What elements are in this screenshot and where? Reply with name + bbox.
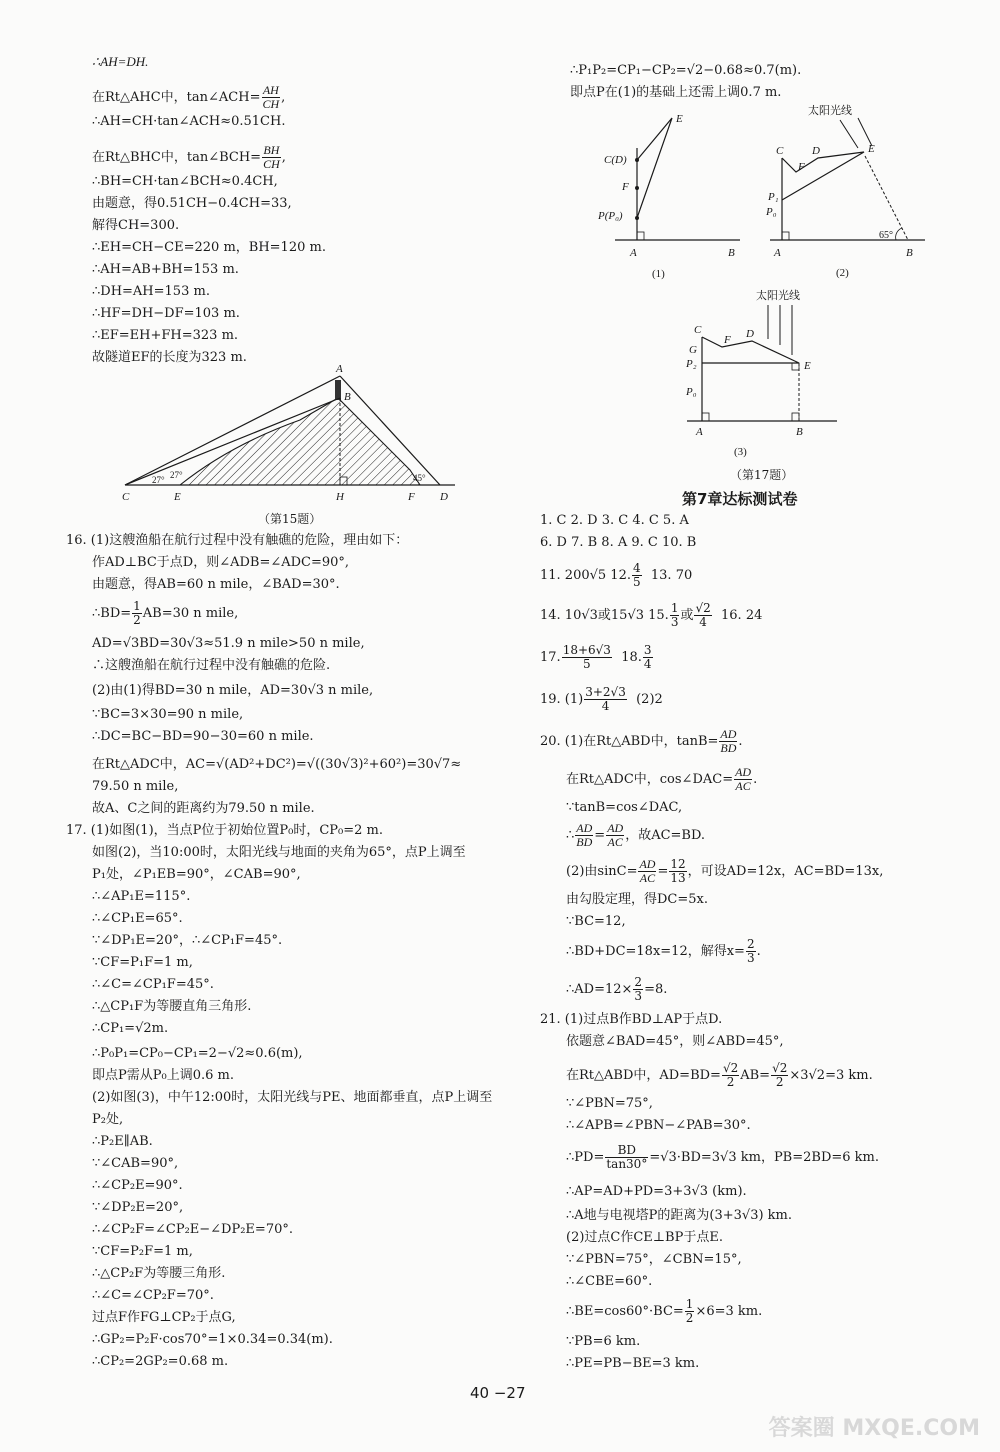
label-F: F — [724, 334, 731, 346]
text-line: ∴P₀P₁=CP₀−CP₁=2−√2≈0.6(m), — [92, 1046, 303, 1061]
figure-17-2 — [760, 100, 940, 283]
right-angle-mark — [792, 363, 799, 370]
answer-line: 6. D 7. B 8. A 9. C 10. B — [540, 535, 697, 550]
label-E: E — [174, 491, 181, 503]
section-title: 第7章达标测试卷 — [682, 490, 798, 508]
point-P — [635, 216, 639, 220]
angle-65: 65° — [879, 230, 893, 241]
right-angle-mark — [782, 232, 789, 240]
label-A: A — [630, 247, 637, 259]
text-line: ∵BC=12, — [566, 914, 626, 929]
text-line: ∴A地与电视塔P的距离为(3+3√3) km. — [566, 1208, 793, 1223]
text-line: ∵∠PBN=75°, — [566, 1096, 653, 1111]
text-line: ∴CP₂=2GP₂=0.68 m. — [92, 1354, 229, 1369]
label-B: B — [344, 391, 351, 403]
text-line: 过点F作FG⊥CP₂于点G, — [92, 1310, 236, 1325]
label-F: F — [798, 161, 805, 173]
label-C: C — [776, 145, 784, 157]
text-line: ∴∠CP₁E=65°. — [92, 911, 183, 926]
figure-17-1 — [590, 108, 750, 283]
label-A: A — [696, 426, 703, 438]
text-line: ∴EH=CH−CE=220 m，BH=120 m. — [92, 240, 326, 255]
text-line: 由题意，得AB=60 n mile，∠BAD=30°. — [92, 577, 340, 592]
text-line: ∴∠C=∠CP₂F=70°. — [92, 1288, 214, 1303]
text-line: ∵∠DP₁E=20°，∴∠CP₁F=45°. — [92, 933, 283, 948]
text-line: ∴△CP₂F为等腰三角形. — [92, 1266, 226, 1281]
text-line: ∵∠PBN=75°，∠CBN=15°, — [566, 1252, 742, 1267]
label-E: E — [804, 360, 811, 372]
text-line: ∴P₂E∥AB. — [92, 1134, 153, 1149]
text-line: ∴AH=CH·tan∠ACH≈0.51CH. — [92, 114, 286, 129]
label-D: D — [812, 145, 820, 157]
text-line: 21. (1)过点B作BD⊥AP于点D. — [540, 1012, 723, 1027]
text-line: 由题意，得0.51CH−0.4CH=33, — [92, 196, 292, 211]
label-B: B — [728, 247, 735, 259]
text-line: ∴CP₁=√2m. — [92, 1021, 169, 1036]
text-line: 在Rt△ADC中，AC=√(AD²+DC²)=√((30√3)²+60²)=30√7≈ — [92, 757, 462, 772]
text-line: 在Rt△ADC中，cos∠DAC= $\frac{AD}{AC}$ . — [566, 765, 758, 793]
sub-caption-1: (1) — [652, 268, 665, 280]
text-line: ∵tanB=cos∠DAC, — [566, 800, 683, 815]
text-line: ∴PD= $\frac{BD}{\tan 30^\circ}$ =√3·BD=3√3 km，PB=2BD=6 km. — [566, 1143, 880, 1171]
text-line: ∴∠APB=∠PBN−∠PAB=30°. — [566, 1118, 751, 1133]
panel-lines — [637, 118, 672, 218]
sunlight-label: 太阳光线 — [808, 105, 852, 117]
answer-line: 14. 10√3或15√3 15. $\frac{1}{3}$ 或 $\frac{√2}{4}$ 16. 24 — [540, 601, 763, 629]
label-C: C — [694, 324, 702, 336]
label-A: A — [336, 363, 343, 375]
text-line: (2)如图(3)，中午12:00时，太阳光线与PE、地面都垂直，点P上调至 — [92, 1090, 493, 1105]
angle-45: 45° — [413, 473, 426, 483]
tower-shape — [335, 380, 341, 400]
text-line: ∵∠DP₂E=20°, — [92, 1200, 184, 1215]
label-G: G — [689, 344, 697, 356]
text-line: ∴P₁P₂=CP₁−CP₂=√2−0.68≈0.7(m). — [570, 63, 802, 78]
text-line: ∴AH=DH. — [92, 54, 149, 69]
text-line: ∴△CP₁F为等腰直角三角形. — [92, 999, 252, 1014]
text-line: ∴DC=BC−BD=90−30=60 n mile. — [92, 729, 314, 744]
text-line: 即点P在(1)的基础上还需上调0.7 m. — [570, 85, 782, 100]
text-line: P₁处，∠P₁EB=90°，∠CAB=90°, — [92, 867, 301, 882]
watermark: 答案圈 MXQE.COM — [768, 1416, 980, 1441]
text-line: ∴AH=AB+BH=153 m. — [92, 262, 239, 277]
sun-ray — [858, 118, 872, 146]
text-line: ∴AD=12× $\frac{2}{3}$ =8. — [566, 975, 668, 1003]
label-C: C — [122, 491, 130, 503]
label-P0: P₀ — [686, 386, 697, 398]
right-angle-mark — [702, 413, 709, 421]
panel-lines — [702, 337, 799, 363]
label-PP0: P(P₀) — [598, 210, 623, 222]
text-line: ∵CF=P₁F=1 m, — [92, 955, 193, 970]
label-B: B — [906, 247, 913, 259]
figure-15 — [110, 360, 470, 510]
label-D: D — [746, 328, 754, 340]
figure-15-caption: （第15题） — [258, 512, 322, 526]
figure-17-caption: （第17题） — [730, 468, 794, 482]
text-line: 79.50 n mile, — [92, 779, 179, 794]
text-line: 解得CH=300. — [92, 218, 180, 233]
text-line: 即点P需从P₀上调0.6 m. — [92, 1068, 234, 1083]
text-line: ∴∠C=∠CP₁F=45°. — [92, 977, 214, 992]
label-P2: P₂ — [686, 358, 697, 370]
text-line: ∴AP=AD+PD=3+3√3 (km). — [566, 1184, 747, 1199]
text-line: 在Rt△BHC中，tan∠BCH= $\frac{BH}{CH}$ , — [92, 143, 286, 171]
label-E: E — [676, 113, 683, 125]
text-line: ∴PE=PB−BE=3 km. — [566, 1356, 700, 1371]
text-line: ∴∠CP₂F=∠CP₂E−∠DP₂E=70°. — [92, 1222, 293, 1237]
text-line: 由勾股定理，得DC=5x. — [566, 892, 708, 907]
answer-line: 11. 200√5 12. $\frac{4}{5}$ 13. 70 — [540, 561, 693, 589]
text-line: (2)由sinC= $\frac{AD}{AC}$ = $\frac{12}{13}$ ，可设AD=12x，AC=BD=13x, — [566, 857, 884, 885]
answer-line: 1. C 2. D 3. C 4. C 5. A — [540, 513, 689, 528]
right-angle-mark — [637, 232, 644, 240]
text-line: ∴BD+DC=18x=12，解得x= $\frac{2}{3}$ . — [566, 937, 761, 965]
text-line: ∴∠CP₂E=90°. — [92, 1178, 183, 1193]
text-line: 20. (1)在Rt△ABD中，tanB= $\frac{AD}{BD}$ . — [540, 727, 743, 755]
text-line: (2)由(1)得BD=30 n mile，AD=30√3 n mile, — [92, 683, 374, 698]
point-C — [635, 158, 639, 162]
text-line: 在Rt△AHC中，tan∠ACH= $\frac{AH}{CH}$ , — [92, 83, 286, 111]
label-D: D — [440, 491, 448, 503]
text-line: 如图(2)，当10:00时，太阳光线与地面的夹角为65°，点P上调至 — [92, 845, 466, 860]
sub-caption-2: (2) — [836, 267, 849, 279]
text-line: ∴EF=EH+FH=323 m. — [92, 328, 239, 343]
label-H: H — [336, 491, 344, 503]
text-line: ∴BH=CH·tan∠BCH≈0.4CH, — [92, 174, 278, 189]
text-line: ∴BE=cos60°·BC= $\frac{1}{2}$ ×6=3 km. — [566, 1297, 763, 1325]
page-number: 40 −27 — [470, 1384, 526, 1402]
text-line: ∵CF=P₂F=1 m, — [92, 1244, 193, 1259]
angle-arc — [896, 228, 902, 240]
text-line: ∴GP₂=P₂F·cos70°=1×0.34=0.34(m). — [92, 1332, 333, 1347]
text-line: ∴这艘渔船在航行过程中没有触礁的危险. — [92, 658, 331, 673]
right-angle-mark — [792, 413, 799, 421]
figure-17-3 — [672, 285, 842, 465]
label-F: F — [622, 181, 629, 193]
text-line: 依题意∠BAD=45°，则∠ABD=45°, — [566, 1034, 784, 1049]
mountain-shape — [180, 398, 420, 485]
sub-caption-3: (3) — [734, 446, 747, 458]
sunlight-label: 太阳光线 — [756, 290, 800, 302]
label-B: B — [796, 426, 803, 438]
text-line: ∵∠CAB=90°, — [92, 1156, 179, 1171]
text-line: ∴HF=DH−DF=103 m. — [92, 306, 240, 321]
label-A: A — [774, 247, 781, 259]
text-line: 故A、C之间的距离约为79.50 n mile. — [92, 801, 315, 816]
text-line: 故隧道EF的长度为323 m. — [92, 350, 247, 365]
text-line: AD=√3BD=30√3≈51.9 n mile>50 n mile, — [92, 636, 365, 651]
angle-27-inner: 27° — [170, 470, 183, 480]
text-line: ∴DH=AH=153 m. — [92, 284, 210, 299]
sun-ray — [840, 120, 858, 148]
label-E: E — [868, 143, 875, 155]
panel-lines — [782, 152, 864, 200]
text-line: 作AD⊥BC于点D，则∠ADB=∠ADC=90°, — [92, 555, 350, 570]
text-line: ∵BC=3×30=90 n mile, — [92, 707, 244, 722]
text-line: ∴∠CBE=60°. — [566, 1274, 653, 1289]
label-P0: P₀ — [766, 206, 777, 218]
text-line: ∴BD= $\frac{1}{2}$ AB=30 n mile, — [92, 599, 239, 627]
text-line: 16. (1)这艘渔船在航行过程中没有触礁的危险，理由如下： — [66, 533, 409, 548]
text-line: (2)过点C作CE⊥BP于点E. — [566, 1230, 723, 1245]
label-CD: C(D) — [604, 154, 627, 166]
label-F: F — [408, 491, 415, 503]
point-F — [635, 186, 639, 190]
text-line: P₂处, — [92, 1112, 124, 1127]
text-line: 在Rt△ABD中，AD=BD= $\frac{√2}{2}$ AB= $\frac{√2}{2}$ ×3√2=3 km. — [566, 1061, 873, 1089]
text-line: ∵PB=6 km. — [566, 1334, 641, 1349]
angle-27-outer: 27° — [152, 475, 165, 485]
text-line: ∴ $\frac{AD}{BD}$ = $\frac{AD}{AC}$ ，故AC=BD. — [566, 821, 706, 849]
text-line: ∴∠AP₁E=115°. — [92, 889, 191, 904]
shadow-line — [865, 156, 908, 240]
text-line: 17. (1)如图(1)，当点P位于初始位置P₀时，CP₀=2 m. — [66, 823, 384, 838]
answer-line: 19. (1) $\frac{3+2√3}{4}$ (2)2 — [540, 685, 663, 713]
answer-line: 17. $\frac{18+6√3}{5}$ 18. $\frac{3}{4}$ — [540, 643, 652, 671]
label-P1: P₁ — [768, 191, 779, 203]
